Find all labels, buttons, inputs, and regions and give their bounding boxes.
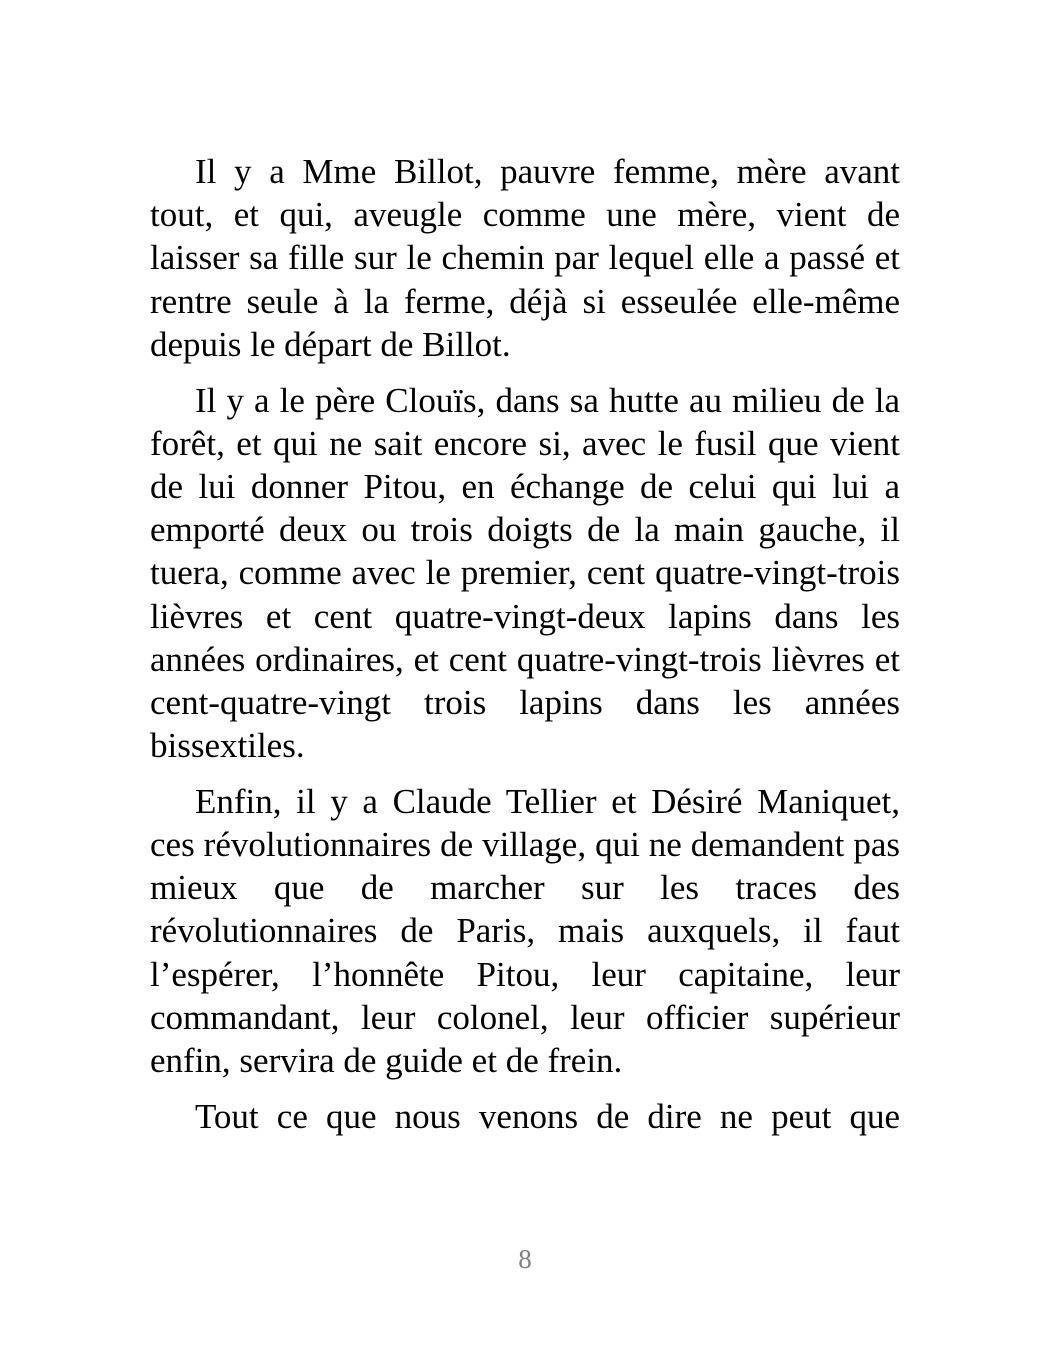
body-text <box>150 150 900 1150</box>
paragraph-4: Tout ce que nous venons de dire ne peut que <box>195 1096 900 1136</box>
page-number: 8 <box>518 1244 532 1274</box>
paragraph-1: Il y a Mme Billot, pauvre femme, mère avant tout, et qui, aveugle comme une mère, vient de laisser sa fille sur le chemin par lequel elle a passé et rentre seule à la ferme, déjà si esseulée elle-même depuis le départ de Billot. <box>150 152 900 364</box>
paragraph-2: Il y a le père Clouïs, dans sa hutte au milieu de la forêt, et qui ne sait encore si, avec le fusil que vient de lui donner Pitou, en échange de celui qui lui a emporté deux ou trois doigts de la main gauche, il tuera, comme avec le premier, cent quatre-vingt-trois lièvres et cent quatre-vingt-deux lapins dans les années ordinaires, et cent quatre-vingt-trois lièvres et cent-quatre-vingt trois lapins dans les années bissextiles. <box>150 380 900 766</box>
paragraph-3: Enfin, il y a Claude Tellier et Désiré Maniquet, ces révolutionnaires de village, qui ne demandent pas mieux que de marcher sur les traces des révolutionnaires de Paris, mais auxquels, il faut l’espérer, l’honnête Pitou, leur capitaine, leur commandant, leur colonel, leur officier supérieur enfin, servira de guide et de frein. <box>150 781 900 1081</box>
